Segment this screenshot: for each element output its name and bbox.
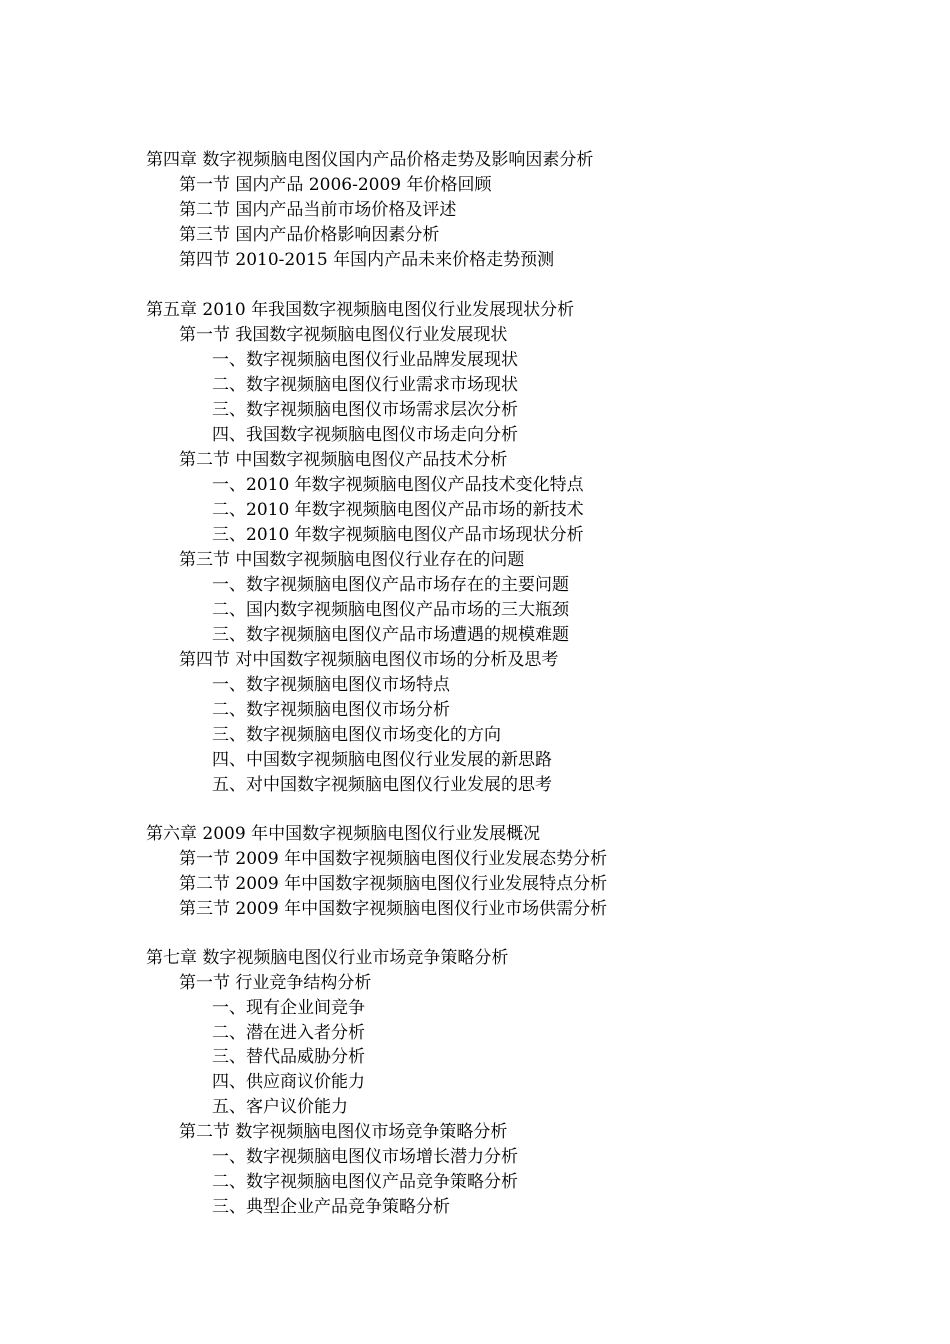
subsection-item: 三、2010 年数字视频脑电图仪产品市场现状分析: [212, 525, 584, 545]
subsection-item: 一、2010 年数字视频脑电图仪产品技术变化特点: [212, 475, 584, 495]
chapter-heading: 第六章 2009 年中国数字视频脑电图仪行业发展概况: [146, 824, 541, 844]
subsection-item: 三、数字视频脑电图仪市场需求层次分析: [212, 400, 518, 420]
subsection-item: 三、典型企业产品竞争策略分析: [212, 1197, 450, 1217]
subsection-item: 一、数字视频脑电图仪市场增长潜力分析: [212, 1147, 518, 1167]
section-heading: 第三节 国内产品价格影响因素分析: [179, 225, 440, 245]
chapter-heading: 第七章 数字视频脑电图仪行业市场竞争策略分析: [146, 948, 509, 968]
subsection-item: 四、我国数字视频脑电图仪市场走向分析: [212, 425, 518, 445]
section-heading: 第四节 对中国数字视频脑电图仪市场的分析及思考: [179, 650, 559, 670]
subsection-item: 二、数字视频脑电图仪市场分析: [212, 700, 450, 720]
section-heading: 第二节 数字视频脑电图仪市场竞争策略分析: [179, 1122, 508, 1142]
subsection-item: 一、数字视频脑电图仪市场特点: [212, 675, 450, 695]
section-heading: 第二节 中国数字视频脑电图仪产品技术分析: [179, 450, 508, 470]
chapter-heading: 第四章 数字视频脑电图仪国内产品价格走势及影响因素分析: [146, 150, 594, 170]
subsection-item: 五、客户议价能力: [212, 1097, 348, 1117]
section-heading: 第一节 行业竞争结构分析: [179, 973, 372, 993]
subsection-item: 五、对中国数字视频脑电图仪行业发展的思考: [212, 775, 552, 795]
subsection-item: 二、国内数字视频脑电图仪产品市场的三大瓶颈: [212, 600, 569, 620]
subsection-item: 二、2010 年数字视频脑电图仪产品市场的新技术: [212, 500, 584, 520]
subsection-item: 三、数字视频脑电图仪市场变化的方向: [212, 725, 501, 745]
subsection-item: 二、潜在进入者分析: [212, 1023, 365, 1043]
section-heading: 第三节 中国数字视频脑电图仪行业存在的问题: [179, 550, 525, 570]
section-heading: 第一节 我国数字视频脑电图仪行业发展现状: [179, 325, 508, 345]
subsection-item: 三、数字视频脑电图仪产品市场遭遇的规模难题: [212, 625, 569, 645]
section-heading: 第四节 2010-2015 年国内产品未来价格走势预测: [179, 250, 555, 270]
subsection-item: 二、数字视频脑电图仪产品竞争策略分析: [212, 1172, 518, 1192]
subsection-item: 四、供应商议价能力: [212, 1072, 365, 1092]
subsection-item: 四、中国数字视频脑电图仪行业发展的新思路: [212, 750, 552, 770]
section-heading: 第一节 国内产品 2006-2009 年价格回顾: [179, 175, 492, 195]
subsection-item: 一、现有企业间竞争: [212, 998, 365, 1018]
subsection-item: 二、数字视频脑电图仪行业需求市场现状: [212, 375, 518, 395]
section-heading: 第二节 2009 年中国数字视频脑电图仪行业发展特点分析: [179, 874, 608, 894]
subsection-item: 一、数字视频脑电图仪产品市场存在的主要问题: [212, 575, 569, 595]
chapter-heading: 第五章 2010 年我国数字视频脑电图仪行业发展现状分析: [146, 300, 575, 320]
section-heading: 第二节 国内产品当前市场价格及评述: [179, 200, 457, 220]
section-heading: 第一节 2009 年中国数字视频脑电图仪行业发展态势分析: [179, 849, 608, 869]
subsection-item: 一、数字视频脑电图仪行业品牌发展现状: [212, 350, 518, 370]
section-heading: 第三节 2009 年中国数字视频脑电图仪行业市场供需分析: [179, 899, 608, 919]
subsection-item: 三、替代品威胁分析: [212, 1047, 365, 1067]
